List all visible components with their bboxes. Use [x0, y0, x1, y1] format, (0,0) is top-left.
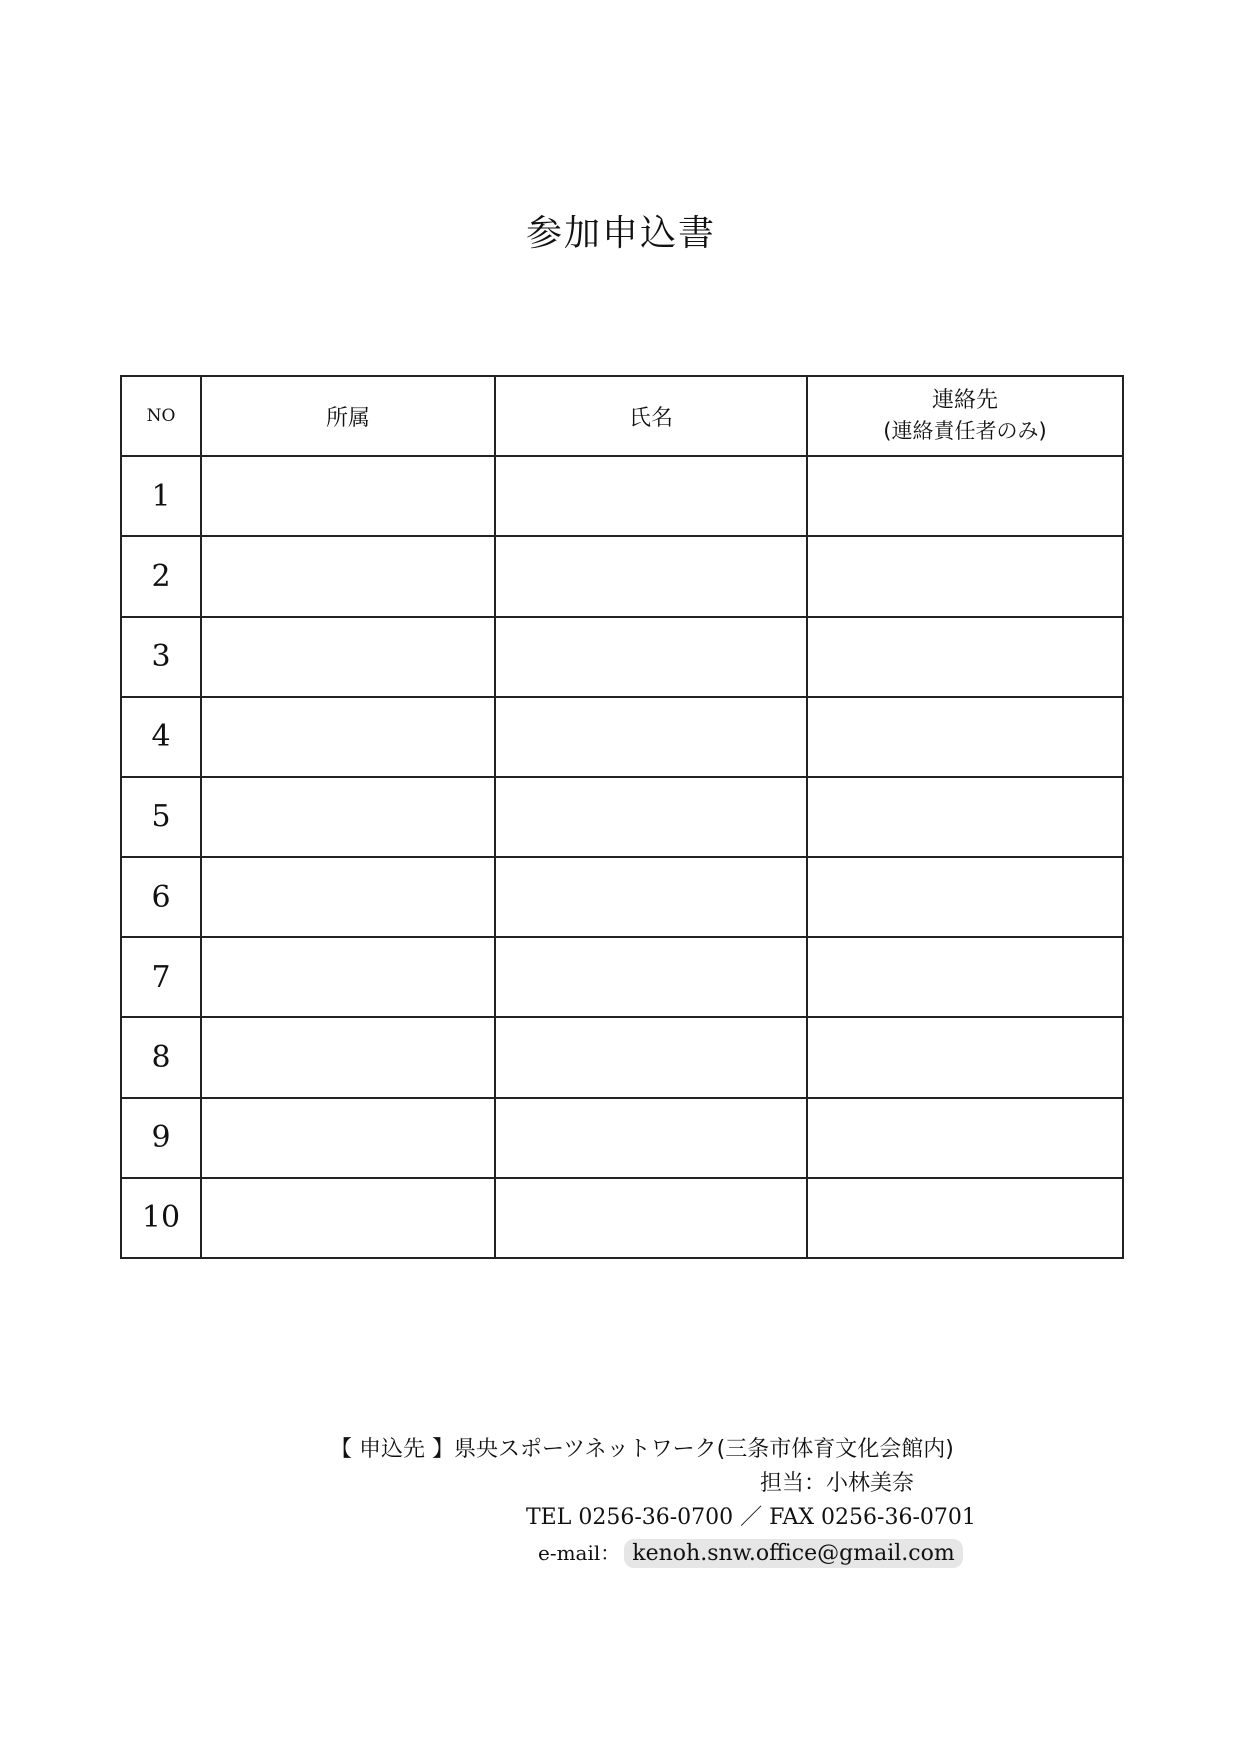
affiliation-cell[interactable] [201, 857, 495, 937]
header-contact-label: 連絡先 [931, 388, 998, 414]
table-row [121, 1178, 1123, 1258]
name-cell[interactable] [495, 777, 807, 857]
name-cell[interactable] [495, 857, 807, 937]
name-cell[interactable] [495, 697, 807, 777]
affiliation-cell[interactable] [201, 1098, 495, 1178]
row-number: 2 [121, 536, 201, 616]
table-row [121, 857, 1123, 937]
row-number: 3 [121, 617, 201, 697]
contact-cell[interactable] [807, 937, 1123, 1017]
contact-cell[interactable] [807, 777, 1123, 857]
header-no: NO [121, 376, 201, 456]
table-row [121, 697, 1123, 777]
contact-cell[interactable] [807, 536, 1123, 616]
affiliation-cell[interactable] [201, 1017, 495, 1097]
page-title: 参加申込書 [525, 213, 716, 254]
row-number: 5 [121, 777, 201, 857]
header-affiliation: 所属 [201, 376, 495, 456]
application-table [120, 375, 1124, 1259]
table-row [121, 536, 1123, 616]
name-cell[interactable] [495, 456, 807, 536]
row-number: 10 [121, 1178, 201, 1258]
name-cell[interactable] [495, 1098, 807, 1178]
row-number: 7 [121, 937, 201, 1017]
affiliation-cell[interactable] [201, 777, 495, 857]
header-name: 氏名 [495, 376, 807, 456]
row-number: 8 [121, 1017, 201, 1097]
table-header-row [121, 376, 1123, 456]
header-contact-note: (連絡責任者のみ) [883, 419, 1047, 444]
table-row [121, 1098, 1123, 1178]
contact-cell[interactable] [807, 1017, 1123, 1097]
affiliation-cell[interactable] [201, 536, 495, 616]
email-label: e-mail： [538, 1541, 621, 1565]
footer-email-line [538, 1537, 963, 1568]
row-number: 9 [121, 1098, 201, 1178]
affiliation-cell[interactable] [201, 617, 495, 697]
email-link[interactable]: kenoh.snw.office@gmail.com [624, 1539, 962, 1568]
contact-cell[interactable] [807, 857, 1123, 937]
name-cell[interactable] [495, 536, 807, 616]
contact-cell[interactable] [807, 1098, 1123, 1178]
row-number: 6 [121, 857, 201, 937]
row-number: 1 [121, 456, 201, 536]
contact-cell[interactable] [807, 456, 1123, 536]
row-number: 4 [121, 697, 201, 777]
name-cell[interactable] [495, 1178, 807, 1258]
table-row [121, 617, 1123, 697]
footer-tel-fax: TEL 0256-36-0700 ／ FAX 0256-36-0701 [526, 1505, 976, 1530]
name-cell[interactable] [495, 937, 807, 1017]
affiliation-cell[interactable] [201, 937, 495, 1017]
table-row [121, 937, 1123, 1017]
table-row [121, 456, 1123, 536]
affiliation-cell[interactable] [201, 1178, 495, 1258]
footer-destination: 【 申込先 】県央スポーツネットワーク(三条市体育文化会館内) [330, 1437, 954, 1462]
table-row [121, 1017, 1123, 1097]
affiliation-cell[interactable] [201, 697, 495, 777]
name-cell[interactable] [495, 1017, 807, 1097]
name-cell[interactable] [495, 617, 807, 697]
contact-cell[interactable] [807, 697, 1123, 777]
affiliation-cell[interactable] [201, 456, 495, 536]
table-row [121, 777, 1123, 857]
contact-cell[interactable] [807, 1178, 1123, 1258]
contact-cell[interactable] [807, 617, 1123, 697]
header-contact [807, 376, 1123, 456]
footer-contact-person: 担当：小林美奈 [760, 1471, 915, 1496]
